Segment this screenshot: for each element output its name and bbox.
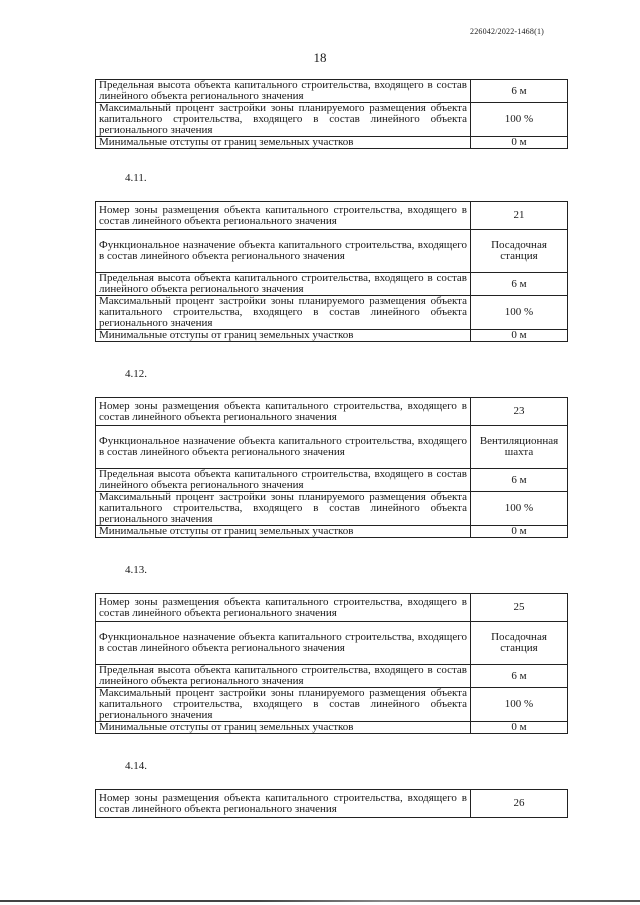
row-label-max-coverage: Максимальный процент застройки зоны планируемого размещения объекта капитального строительства, входящего в состав линейного объекта регионального значения xyxy=(96,492,471,526)
section-number: 4.13. xyxy=(125,564,147,576)
row-label-max-height: Предельная высота объекта капитального строительства, входящего в состав линейного объекта регионального значения xyxy=(96,469,471,492)
row-label-function: Функциональное назначение объекта капитального строительства, входящего в состав линейного объекта регионального значения xyxy=(96,230,471,273)
row-label-max-height: Предельная высота объекта капитального строительства, входящего в состав линейного объекта регионального значения xyxy=(96,273,471,296)
row-value-function: Посадочная станция xyxy=(471,622,568,665)
row-label-min-setback: Минимальные отступы от границ земельных участков xyxy=(96,722,471,734)
row-value-max-coverage: 100 % xyxy=(471,296,568,330)
row-label-max-coverage: Максимальный процент застройки зоны планируемого размещения объекта капитального строительства, входящего в состав линейного объекта регионального значения xyxy=(96,688,471,722)
row-value-max-coverage: 100 % xyxy=(471,688,568,722)
zone-table-4-12 xyxy=(95,397,568,538)
row-value-function: Вентиляционная шахта xyxy=(471,426,568,469)
zone-table-continued xyxy=(95,79,568,149)
zone-table-4-13 xyxy=(95,593,568,734)
section-number: 4.11. xyxy=(125,172,147,184)
row-label-max-coverage: Максимальный процент застройки зоны планируемого размещения объекта капитального строительства, входящего в состав линейного объекта регионального значения xyxy=(96,296,471,330)
row-label-min-setback: Минимальные отступы от границ земельных участков xyxy=(96,137,471,149)
row-value-zone-number: 26 xyxy=(471,790,568,818)
row-label-max-coverage: Максимальный процент застройки зоны планируемого размещения объекта капитального строительства, входящего в состав линейного объекта регионального значения xyxy=(96,103,471,137)
row-value-min-setback: 0 м xyxy=(471,722,568,734)
scan-bottom-edge xyxy=(0,900,640,902)
row-value-zone-number: 21 xyxy=(471,202,568,230)
zone-table-4-11 xyxy=(95,201,568,342)
row-label-min-setback: Минимальные отступы от границ земельных участков xyxy=(96,526,471,538)
row-value-min-setback: 0 м xyxy=(471,137,568,149)
row-value-function: Посадочная станция xyxy=(471,230,568,273)
row-value-max-height: 6 м xyxy=(471,665,568,688)
row-label-zone-number: Номер зоны размещения объекта капитального строительства, входящего в состав линейного объекта регионального значения xyxy=(96,202,471,230)
row-value-zone-number: 25 xyxy=(471,594,568,622)
row-value-min-setback: 0 м xyxy=(471,526,568,538)
row-label-min-setback: Минимальные отступы от границ земельных участков xyxy=(96,330,471,342)
page-number: 18 xyxy=(313,50,327,65)
section-number: 4.12. xyxy=(125,368,147,380)
row-label-zone-number: Номер зоны размещения объекта капитального строительства, входящего в состав линейного объекта регионального значения xyxy=(96,594,471,622)
row-label-zone-number: Номер зоны размещения объекта капитального строительства, входящего в состав линейного объекта регионального значения xyxy=(96,398,471,426)
row-value-max-height: 6 м xyxy=(471,469,568,492)
row-label-max-height: Предельная высота объекта капитального строительства, входящего в состав линейного объекта регионального значения xyxy=(96,665,471,688)
row-value-min-setback: 0 м xyxy=(471,330,568,342)
row-value-zone-number: 23 xyxy=(471,398,568,426)
zone-table-4-14 xyxy=(95,789,568,818)
row-value-max-height: 6 м xyxy=(471,80,568,103)
row-label-function: Функциональное назначение объекта капитального строительства, входящего в состав линейного объекта регионального значения xyxy=(96,622,471,665)
row-label-max-height: Предельная высота объекта капитального строительства, входящего в состав линейного объекта регионального значения xyxy=(96,80,471,103)
row-value-max-coverage: 100 % xyxy=(471,103,568,137)
section-number: 4.14. xyxy=(125,760,147,772)
row-value-max-coverage: 100 % xyxy=(471,492,568,526)
row-label-zone-number: Номер зоны размещения объекта капитального строительства, входящего в состав линейного объекта регионального значения xyxy=(96,790,471,818)
row-label-function: Функциональное назначение объекта капитального строительства, входящего в состав линейного объекта регионального значения xyxy=(96,426,471,469)
document-id: 226042/2022-1468(1) xyxy=(470,27,545,36)
row-value-max-height: 6 м xyxy=(471,273,568,296)
